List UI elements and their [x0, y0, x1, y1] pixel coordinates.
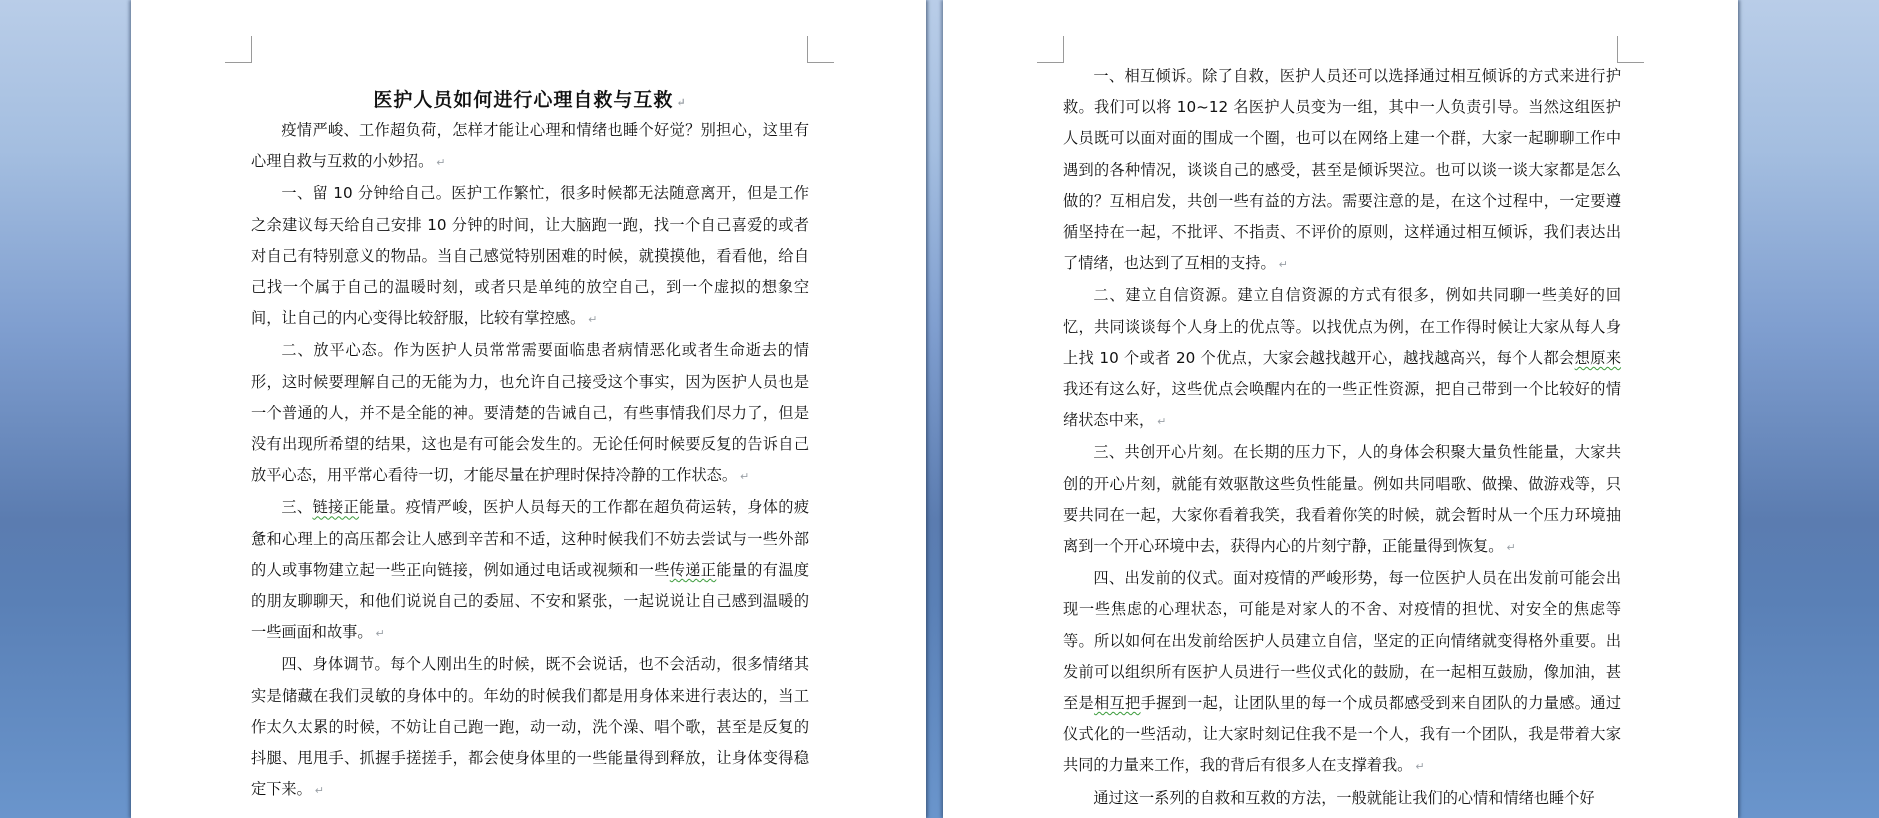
document-page-2[interactable] — [943, 0, 1738, 818]
paragraph-conclusion: 通过这一系列的自救和互救的方法，一般就能让我们的心情和情绪也睡个好 — [1093, 788, 1595, 807]
paragraph-mark-icon: ↵ — [676, 96, 687, 109]
paragraph-mark-icon: ↵ — [1278, 258, 1288, 272]
paragraph-mutual-help-4: 四、出发前的仪式。面对疫情的严峻形势，每一位医护人员在出发前可能会出现一些焦虑的心理状态，可能是对家人的不舍、对疫情的担忧、对安全的焦虑等等。所以如何在出发前给医护人员建立自信，坚定的正向情绪就变得格外重要。出发前可以组织所有医护人员进行一些仪式化的鼓励，在一起相互鼓励，像加油，甚至是相互把手握到一起，让团队里的每一个成员都感受到来自团队的力量感。通过仪式化的一些活动，让大家时刻记住我不是一个人，我有一个团队，我是带着大家共同的力量来工作，我的背后有很多人在支撑着我。 ↵ — [1063, 569, 1622, 775]
paragraph-mutual-help-2: 二、建立自信资源。建立自信资源的方式有很多，例如共同聊一些美好的回忆，共同谈谈每个人身上的优点等。以找优点为例，在工作得时候让大家从每人身上找 10 个或者 20 个优点，大家会越找越开心，越找越高兴，每个人都会想原来我还有这么好，这些优点会唤醒内在的一些正性资源，把自己带到一个比较好的情绪状态中来， ↵ — [1063, 286, 1622, 430]
spellcheck-flag[interactable]: 传递正 — [669, 560, 717, 579]
paragraph-intro: 疫情严峻、工作超负荷，怎样才能让心理和情绪也睡个好觉？别担心，这里有心理自救与互救的小妙招。 ↵ — [251, 121, 809, 171]
paragraph-mutual-help-3: 三、共创开心片刻。在长期的压力下，人的身体会积聚大量负性能量，大家共创的开心片刻，就能有效驱散这些负性能量。例如共同唱歌、做操、做游戏等，只要共同在一起，大家你看着我笑，我看着你笑的时候，就会暂时从一个压力环境抽离到一个开心环境中去，获得内心的片刻宁静，正能量得到恢复。 ↵ — [1063, 443, 1621, 556]
paragraph-mark-icon: ↵ — [1506, 541, 1516, 555]
page-1-body[interactable] — [251, 85, 809, 806]
paragraph-self-help-3: 三、链接正能量。疫情严峻，医护人员每天的工作都在超负荷运转，身体的疲惫和心理上的高压都会让人感到辛苦和不适，这种时候我们不妨去尝试与一些外部的人或事物建立起一些正向链接，例如通过电话或视频和一些传递正能量的有温度的朋友聊聊天，和他们说说自己的委屈、不安和紧张，一起说说让自己感到温暖的一些画面和故事。 ↵ — [251, 498, 810, 642]
paragraph-mark-icon: ↵ — [740, 470, 750, 484]
paragraph-mutual-help-1: 一、相互倾诉。除了自救，医护人员还可以选择通过相互倾诉的方式来进行护救。我们可以将 10~12 名医护人员变为一组，其中一人负责引导。当然这组医护人员既可以面对面的围成一个圈，也可以在网络上建一个群，大家一起聊聊工作中遇到的各种情况，谈谈自己的感受，甚至是倾诉哭泣。也可以谈一谈大家都是怎么做的？互相启发，共创一些有益的方法。需要注意的是，在这个过程中，一定要遵循坚持在一起，不批评、不指责、不评价的原则，这样通过相互倾诉，我们表达出了情绪，也达到了互相的支持。 ↵ — [1063, 67, 1621, 273]
paragraph-self-help-1: 一、留 10 分钟给自己。医护工作繁忙，很多时候都无法随意离开，但是工作之余建议每天给自己安排 10 分钟的时间，让大脑跑一跑，找一个自己喜爱的或者对自己有特别意义的物品。当自己感觉特别困难的时候，就摸摸他，看看他，给自己找一个属于自己的温暖时刻，或者只是单纯的放空自己，到一个虚拟的想象空间，让自己的内心变得比较舒服，比较有掌控感。 ↵ — [251, 184, 809, 328]
page-2-body[interactable] — [1063, 61, 1621, 814]
margin-corner-mark-top-left — [225, 36, 252, 63]
spellcheck-flag[interactable]: 相互把 — [1094, 694, 1141, 713]
paragraph-self-help-2: 二、放平心态。作为医护人员常常需要面临患者病情恶化或者生命逝去的情形，这时候要理解自己的无能为力，也允许自己接受这个事实，因为医护人员也是一个普通的人，并不是全能的神。要清楚的告诫自己，有些事情我们尽力了，但是没有出现所希望的结果，这也是有可能会发生的。无论任何时候要反复的告诉自己放平心态，用平常心看待一切，才能尽量在护理时保持冷静的工作状态。 ↵ — [251, 341, 809, 485]
margin-corner-mark-top-right — [807, 36, 834, 63]
paragraph-self-help-4: 四、身体调节。每个人刚出生的时候，既不会说话，也不会活动，很多情绪其实是储藏在我们灵敏的身体中的。年幼的时候我们都是用身体来进行表达的，当工作太久太累的时候，不妨让自己跑一跑，动一动，洗个澡、唱个歌，甚至是反复的抖腿、甩甩手、抓握手搓搓手，都会使身体里的一些能量得到释放，让身体变得稳定下来。 ↵ — [251, 655, 809, 799]
paragraph-mark-icon: ↵ — [1157, 415, 1167, 429]
margin-corner-mark-top-left — [1037, 36, 1064, 63]
spellcheck-flag[interactable]: 想原来 — [1574, 348, 1622, 367]
paragraph-mark-icon: ↵ — [1415, 760, 1425, 774]
paragraph-mark-icon: ↵ — [588, 313, 598, 327]
paragraph-mark-icon: ↵ — [375, 627, 385, 641]
document-title: 医护人员如何进行心理自救与互救 ↵ — [373, 89, 687, 111]
paragraph-mark-icon: ↵ — [436, 156, 446, 170]
document-page-1[interactable] — [131, 0, 926, 818]
paragraph-mark-icon: ↵ — [314, 784, 324, 798]
spellcheck-flag[interactable]: 链接正 — [312, 498, 360, 517]
margin-corner-mark-top-right — [1617, 36, 1644, 63]
